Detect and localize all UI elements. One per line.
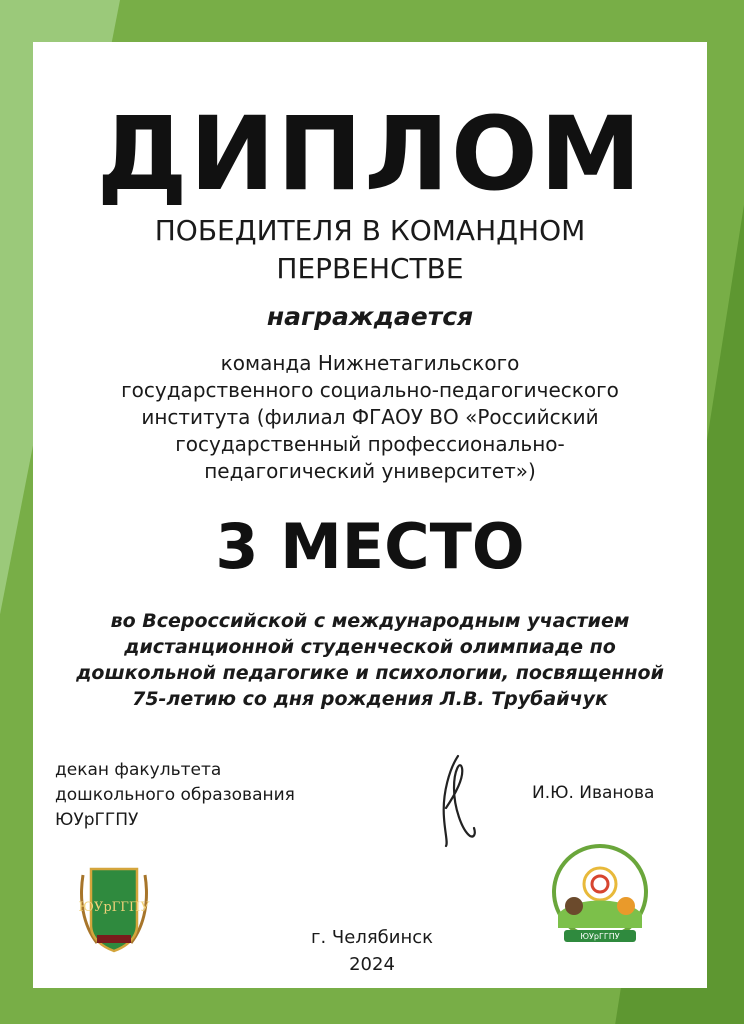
- footer-place: [0, 924, 744, 978]
- signer-role-line: дошкольного образования: [55, 785, 295, 805]
- recipient-line: государственного социально-педагогического: [121, 378, 619, 402]
- event-line: дошкольной педагогике и психологии, посвященной: [76, 662, 664, 684]
- place-label: 3 МЕСТО: [215, 510, 525, 583]
- signer-name: И.Ю. Иванова: [532, 783, 655, 803]
- signer-role-line: ЮУрГГПУ: [55, 810, 139, 830]
- signer-role-line: декан факультета: [55, 760, 222, 780]
- recipient-line: института (филиал ФГАОУ ВО «Российский: [141, 405, 599, 429]
- diploma-subtitle: [33, 212, 707, 288]
- city-label: г. Челябинск: [311, 927, 433, 948]
- subtitle-line: ПЕРВЕНСТВЕ: [276, 252, 464, 285]
- year-label: 2024: [349, 954, 395, 975]
- event-line: во Всероссийской с международным участием: [110, 610, 630, 632]
- awarded-label: награждается: [266, 302, 474, 331]
- event-description: [33, 608, 707, 712]
- emblem-text: ЮУрГГПУ: [580, 932, 620, 941]
- emblem-text: ЮУрГГПУ: [78, 900, 150, 915]
- recipient-line: педагогический университет»): [204, 459, 536, 483]
- diploma-title: ДИПЛОМ: [96, 95, 644, 214]
- signer-role: [55, 758, 295, 833]
- recipient-line: государственный профессионально-: [175, 432, 565, 456]
- event-line: 75-летию со дня рождения Л.В. Трубайчук: [132, 688, 608, 710]
- recipient-text: [33, 350, 707, 485]
- signature-icon: [428, 748, 478, 848]
- event-line: дистанционной студенческой олимпиаде по: [124, 636, 616, 658]
- subtitle-line: ПОБЕДИТЕЛЯ В КОМАНДНОМ: [154, 214, 586, 247]
- recipient-line: команда Нижнетагильского: [220, 351, 520, 375]
